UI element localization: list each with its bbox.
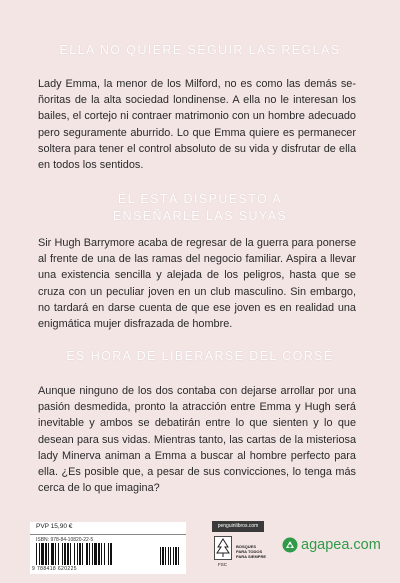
paragraph-line: lady Minerva animan a Emma a buscar al hombre perfecto para xyxy=(38,449,356,462)
barcode-stripe xyxy=(162,547,164,565)
barcode-stripe xyxy=(41,543,44,565)
barcode-stripe xyxy=(110,543,112,565)
paragraph-line: pasión desmedida, pronto la atracción entre Emma y Hugh será xyxy=(38,401,356,414)
paragraph-line: Sir Hugh Barrymore acaba de regresar de la guerra para ponerse xyxy=(38,237,356,249)
barcode-stripe xyxy=(104,543,105,565)
watermark xyxy=(282,537,381,553)
barcode-stripe xyxy=(55,543,56,565)
paragraph-2 xyxy=(38,235,356,332)
barcode-stripe xyxy=(94,543,97,565)
paragraph-line: una existencia sencilla y alejada de los peligros, hasta que se xyxy=(38,269,356,282)
barcode-stripe xyxy=(89,543,90,565)
price-row xyxy=(30,522,186,535)
barcode-stripe xyxy=(36,543,37,565)
watermark-text: agapea.com xyxy=(301,537,381,553)
barcode-stripe xyxy=(48,543,49,565)
fsc-tree-icon xyxy=(214,536,232,560)
paragraph-line: cerca de lo que imagina? xyxy=(38,482,160,495)
bookstore-logo-icon xyxy=(282,537,298,553)
heading-line: ELLA NO QUIERE SEGUIR LAS REGLAS xyxy=(59,43,341,57)
paragraph-line: en todos los sentidos. xyxy=(38,159,144,172)
paragraph-line: inevitable y ambos se debatirán entre lo que sienten y lo que xyxy=(38,417,356,430)
paragraph-1 xyxy=(38,76,356,173)
barcode-addon xyxy=(160,543,184,567)
heading-line: ENSEÑARLE LAS SUYAS xyxy=(112,209,288,223)
paragraph-line: no tardará en darse cuenta de que ese joven es en realidad una xyxy=(38,301,356,314)
barcode-stripe xyxy=(86,543,88,565)
barcode xyxy=(36,543,154,565)
barcode-digits: 9 788418 620225 xyxy=(32,566,77,572)
fsc-slogan-line: PARA TODOS xyxy=(236,549,263,554)
heading-line: ÉL ESTÁ DISPUESTO A xyxy=(117,192,283,206)
barcode-stripe xyxy=(160,547,161,565)
barcode-stripe xyxy=(62,543,63,565)
barcode-stripe xyxy=(79,543,81,565)
paragraph-line: pero seguramente aburrido. Lo que Emma quiere es permanecer xyxy=(38,126,356,139)
barcode-stripe xyxy=(108,543,109,565)
paragraph-line: bailes, el cortejo ni contraer matrimonio con un hombre adecuado xyxy=(38,110,356,123)
heading-line: ES HORA DE LIBERARSE DEL CORSÉ xyxy=(66,349,334,363)
barcode-stripe xyxy=(67,543,69,565)
heading-3 xyxy=(0,349,400,363)
price-label: PVP 15,90 € xyxy=(36,523,73,530)
barcode-stripe xyxy=(170,547,171,565)
paragraph-line: Lady Emma, la menor de los Milford, no es como las demás se- xyxy=(38,78,356,90)
barcode-stripe xyxy=(92,543,93,565)
barcode-stripe xyxy=(64,543,66,565)
heading-1 xyxy=(0,43,400,57)
paragraph-line: cruza con un peculiar joven en un club masculino. Sin embargo, xyxy=(38,285,356,298)
barcode-stripe xyxy=(70,543,71,565)
barcode-stripe xyxy=(168,547,169,565)
fsc-slogan-line: BOSQUES xyxy=(236,544,257,549)
fsc-slogan xyxy=(236,544,270,559)
paragraph-line: ñoritas de la alta sociedad londinense. A ella no le interesan los xyxy=(38,94,356,107)
paragraph-3 xyxy=(38,383,356,496)
barcode-stripe xyxy=(58,543,59,565)
isbn-label: ISBN: 978-84-10820-22-5 xyxy=(36,537,94,543)
barcode-stripe xyxy=(82,543,83,565)
paragraph-line: Aunque ninguno de los dos contaba con dejarse arrollar por una xyxy=(38,385,356,397)
barcode-stripe xyxy=(178,547,179,565)
publisher-site: penguinlibros.com xyxy=(212,521,264,532)
barcode-stripe xyxy=(51,543,54,565)
fsc-slogan-line: PARA SIEMPRE xyxy=(236,554,267,559)
barcode-stripe xyxy=(173,547,174,565)
paragraph-line: enigmática mujer disfrazada de hombre. xyxy=(38,318,233,331)
barcode-stripe xyxy=(74,543,75,565)
paragraph-line: soltera para tener el control absoluto de su vida y disfrutar de ella xyxy=(38,142,356,155)
barcode-stripe xyxy=(101,543,102,565)
fsc-label: FSC xyxy=(218,562,227,567)
heading-2 xyxy=(0,191,400,225)
barcode-stripe xyxy=(165,547,166,565)
barcode-stripe xyxy=(175,547,177,565)
paragraph-line: al frente de una de las ramas del negocio familiar. Aspira a llevar xyxy=(38,253,356,266)
barcode-stripe xyxy=(98,543,100,565)
paragraph-line: ella. ¿Es posible que, a pesar de sus convicciones, lo tenga más xyxy=(38,466,356,479)
barcode-stripe xyxy=(77,543,78,565)
barcode-stripe xyxy=(39,543,40,565)
barcode-stripe xyxy=(45,543,47,565)
paragraph-line: desean para sus vidas. Mientras tanto, las cartas de la misteriosa xyxy=(38,433,356,446)
